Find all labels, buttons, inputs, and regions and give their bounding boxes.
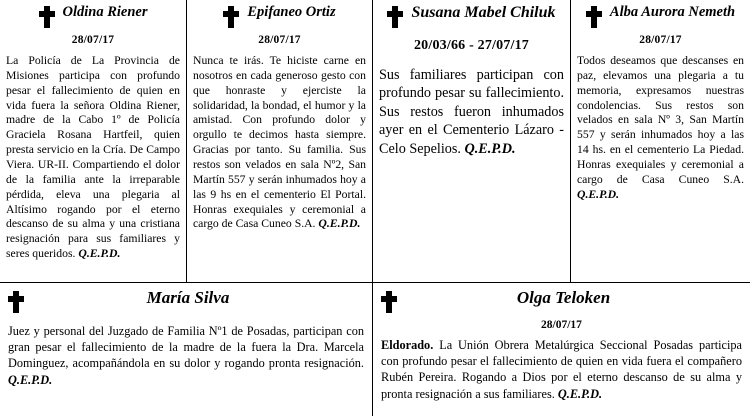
notice-header (193, 4, 366, 28)
notice-body (193, 54, 366, 232)
notice-body (381, 337, 742, 402)
notice-date: 28/07/17 (71, 34, 115, 46)
notice-header (8, 289, 364, 313)
notice-body-text: La Unión Obrera Metalúrgica Seccional Posadas participa con profundo pesar el fallecimiento de quien en vida fuera el compañero Rubén Pereira. Rogando a Dios por el eterno descanso de su alma y pronta resignación a sus familiares. (381, 338, 743, 401)
qepd-label: Q.E.P.D. (78, 247, 121, 261)
notice-body (379, 66, 564, 158)
notice-body-text: La Policía de La Provincia de Misiones participa con profundo pesar el fallecimiento de quien en vida fuera la señora Oldina Riener, madre de la Cabo 1º de Policía Graciela Rosana Hartfeil, quien presta servicio en la Cría. De Campo Viera. UR-II. Compartiendo el dolor de la familia ante la irreparable pérdida, eleva una plegaria al Altísimo rogando por el eterno descanso de su alma y una cristiana resignación para sus familiares y seres queridos. (6, 54, 180, 261)
notice-body (577, 54, 744, 203)
cross-icon (586, 6, 602, 28)
obituary-notice-epifaneo-ortiz (186, 0, 372, 282)
notice-date: 28/07/17 (639, 34, 682, 46)
notice-body (8, 323, 364, 388)
notice-date: 28/07/17 (541, 319, 582, 331)
notice-body-text: Sus familiares participan con profundo pesar su fallecimiento. Sus restos fueron inhumados ayer en el Cementerio Lázaro - Celo Sepelios. (379, 67, 564, 157)
cross-icon (381, 291, 397, 313)
notice-header (6, 4, 180, 28)
deceased-name: Alba Aurora Nemeth (609, 4, 736, 20)
qepd-label: Q.E.P.D. (557, 386, 603, 401)
deceased-name: Oldina Riener (62, 4, 148, 20)
notice-date: 28/07/17 (258, 34, 301, 46)
obituary-notice-oldina-riener (0, 0, 186, 282)
qepd-label: Q.E.P.D. (8, 372, 53, 387)
deceased-name: Epifaneo Ortiz (247, 4, 336, 20)
obituary-notice-maria-silva (0, 283, 372, 416)
cross-icon (39, 6, 55, 28)
notice-body-text: Juez y personal del Juzgado de Familia Nº1 de Posadas, participan con gran pesar el fallecimiento de la madre de la fuera la Dra. Marcela Dominguez, acompañándola en su dolor y rogando pronta resignación. (8, 324, 364, 371)
notice-body (6, 54, 180, 262)
cross-icon (8, 291, 24, 313)
notice-header (381, 289, 742, 313)
bottom-notices-row (0, 282, 750, 416)
deceased-name: Olga Teloken (516, 288, 611, 307)
obituary-notice-susana-mabel-chiluk (372, 0, 570, 282)
notice-date: 20/03/66 - 27/07/17 (413, 38, 530, 53)
obituary-notice-alba-aurora-nemeth (570, 0, 750, 282)
obituary-notice-olga-teloken (372, 283, 750, 416)
deceased-name: María Silva (146, 288, 230, 307)
cross-icon (223, 6, 239, 28)
cross-icon (387, 6, 403, 28)
qepd-label: Q.E.P.D. (464, 140, 516, 157)
notice-header (577, 4, 744, 28)
notice-header (379, 4, 564, 28)
notice-place: Eldorado. (381, 338, 434, 352)
qepd-label: Q.E.P.D. (318, 217, 361, 231)
deceased-name: Susana Mabel Chiluk (411, 4, 556, 21)
notice-body-text: Nunca te irás. Te hiciste carne en nosotros en cada generoso gesto con que honraste y ejerciste la solidaridad, la bondad, el humor y la amistad. Con profundo dolor y orgullo te decimos hasta siempre. Gracias por tanto. Su familia. Sus restos son velados en sala Nº2, San Martín 557 y serán inhumados hoy a las 9 hs en el cementerio El Portal. Honras exequiales y ceremonial a cargo de Casa Cuneo S.A. (193, 54, 366, 231)
notice-body-text: Todos deseamos que descanses en paz, elevamos una plegaria a tu memoria, expresamos nuestras condolencias. Sus restos son velados en sala Nº 3, San Martín 557 y serán inhumados hoy a las 14 hs. en el cementerio La Piedad. Honras exequiales y ceremonial a cargo de Casa Cuneo S.A. (577, 54, 744, 186)
qepd-label: Q.E.P.D. (577, 187, 619, 201)
